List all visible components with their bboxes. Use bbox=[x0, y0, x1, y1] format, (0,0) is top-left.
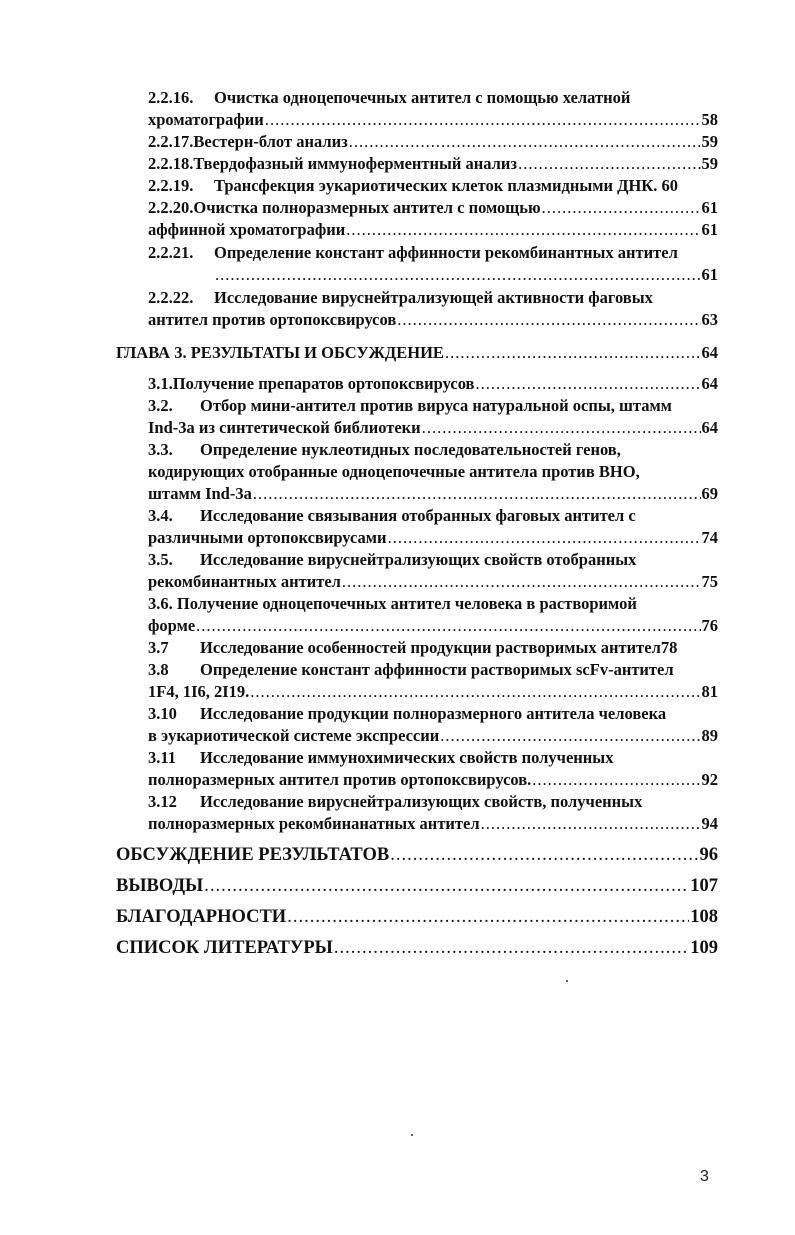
toc-line bbox=[148, 768, 718, 792]
toc-line bbox=[148, 636, 723, 660]
section-number: 2.2.16. bbox=[148, 88, 194, 107]
page-ref: 92 bbox=[701, 770, 718, 789]
page-ref: 74 bbox=[701, 528, 718, 547]
section-number: 3.11 bbox=[148, 748, 176, 767]
section-number: 2.2.18. bbox=[148, 154, 194, 173]
toc-line bbox=[148, 416, 718, 440]
section-number: 3.4. bbox=[148, 506, 173, 525]
section-title: хроматографии bbox=[148, 110, 264, 129]
toc-line bbox=[148, 286, 718, 310]
section-number: 3.3. bbox=[148, 440, 173, 459]
section-title: 1F4, 1I6, 2I19. bbox=[148, 682, 250, 701]
section-title: штамм Ind-3a bbox=[148, 484, 252, 503]
section-title: Исследование вируснейтрализующих свойств, полученных bbox=[200, 792, 643, 811]
page-number: 3 bbox=[700, 1168, 709, 1185]
section-title: полноразмерных рекомбинанатных антител bbox=[148, 814, 480, 833]
toc-line bbox=[148, 812, 718, 836]
toc-line bbox=[116, 936, 718, 960]
section-number: 3.1. bbox=[148, 374, 173, 393]
section-title: рекомбинантных антител bbox=[148, 572, 341, 591]
toc-line bbox=[214, 263, 718, 287]
section-number: 2.2.20. bbox=[148, 198, 194, 217]
toc-line bbox=[148, 152, 718, 176]
section-title: различными ортопоксвирусами bbox=[148, 528, 387, 547]
section-title: Исследование вируснейтрализующих свойств отобранных bbox=[200, 550, 637, 569]
section-title: Отбор мини-антител против вируса натуральной оспы, штамм bbox=[200, 396, 672, 415]
section-title: Исследование вируснейтрализующей активности фаговых bbox=[214, 288, 653, 307]
section-number: 3.10 bbox=[148, 704, 177, 723]
section-title: Очистка полноразмерных антител с помощью bbox=[193, 198, 541, 217]
toc-line bbox=[148, 218, 718, 242]
toc-line bbox=[148, 702, 723, 726]
section-number: 2.2.22. bbox=[148, 288, 194, 307]
page-ref: 64 bbox=[701, 418, 718, 437]
page-ref: 63 bbox=[701, 310, 718, 329]
section-number: 3.2. bbox=[148, 396, 173, 415]
section-number: 2.2.17. bbox=[148, 132, 194, 151]
page-ref: 78 bbox=[660, 638, 678, 657]
page-ref: 61 bbox=[701, 265, 718, 284]
section-number: 2.2.19. bbox=[148, 176, 194, 195]
section-title: Исследование связывания отобранных фаговых антител с bbox=[200, 506, 636, 525]
page-ref: 107 bbox=[690, 876, 718, 896]
toc-line bbox=[148, 680, 718, 704]
section-title: Определение нуклеотидных последовательностей генов, bbox=[200, 440, 621, 459]
chapter-title: ОБСУЖДЕНИЕ РЕЗУЛЬТАТОВ bbox=[116, 845, 390, 865]
chapter-title: ГЛАВА 3. РЕЗУЛЬТАТЫ И ОБСУЖДЕНИЕ bbox=[116, 343, 444, 362]
toc-line bbox=[116, 905, 718, 929]
toc-line bbox=[116, 341, 718, 365]
toc-line bbox=[148, 724, 718, 748]
toc-line bbox=[148, 526, 718, 550]
toc-line bbox=[148, 108, 718, 132]
section-number: 3.12 bbox=[148, 792, 177, 811]
page-ref: 89 bbox=[701, 726, 718, 745]
section-title: в эукариотической системе экспрессии bbox=[148, 726, 440, 745]
toc-line bbox=[148, 372, 718, 396]
section-number: 2.2.21. bbox=[148, 243, 194, 262]
page-ref: 61 bbox=[701, 220, 718, 239]
section-title: Определение констант аффинности рекомбинантных антител bbox=[214, 243, 678, 262]
chapter-title: БЛАГОДАРНОСТИ bbox=[116, 907, 287, 927]
section-title: 3.6. Получение одноцепочечных антител человека в растворимой bbox=[148, 594, 637, 613]
section-title: Твердофазный иммуноферментный анализ bbox=[193, 154, 518, 173]
section-title: кодирующих отобранные одноцепочечные антитела против ВНО, bbox=[148, 462, 640, 481]
section-title: форме bbox=[148, 616, 196, 635]
toc-line bbox=[148, 86, 718, 110]
toc-line bbox=[148, 130, 718, 154]
page-ref: 59 bbox=[701, 154, 718, 173]
page-ref: 64 bbox=[701, 343, 718, 362]
section-title: Исследование особенностей продукции растворимых антител bbox=[200, 638, 661, 657]
page-ref: 81 bbox=[701, 682, 718, 701]
page-ref: 60 bbox=[661, 176, 679, 195]
section-title: полноразмерных антител против ортопоксвирусов. bbox=[148, 770, 532, 789]
section-title: аффинной хроматографии bbox=[148, 220, 346, 239]
section-title: Определение констант аффинности растворимых scFv-антител bbox=[200, 660, 674, 679]
page-ref: 61 bbox=[701, 198, 718, 217]
toc-line bbox=[148, 592, 718, 616]
page-ref: 75 bbox=[701, 572, 718, 591]
toc-line bbox=[148, 614, 718, 638]
chapter-title: ВЫВОДЫ bbox=[116, 876, 204, 896]
section-title: Исследование иммунохимических свойств полученных bbox=[200, 748, 614, 767]
section-number: 3.8 bbox=[148, 660, 169, 679]
toc-line bbox=[148, 746, 718, 770]
page-ref: 69 bbox=[701, 484, 718, 503]
toc-line bbox=[148, 394, 718, 418]
section-title: Вестерн-блот анализ bbox=[193, 132, 348, 151]
section-number: 3.7 bbox=[148, 638, 169, 657]
scan-speck bbox=[411, 1134, 413, 1136]
toc-line bbox=[116, 843, 718, 867]
scan-speck bbox=[566, 980, 568, 982]
section-title: Трансфекция эукариотических клеток плазмидными ДНК. bbox=[214, 176, 658, 195]
section-title: Получение препаратов ортопоксвирусов bbox=[172, 374, 475, 393]
page-ref: 58 bbox=[701, 110, 718, 129]
toc-line bbox=[148, 196, 718, 220]
page-ref: 64 bbox=[701, 374, 718, 393]
section-title: Ind-3a из синтетической библиотеки bbox=[148, 418, 421, 437]
section-number: 3.5. bbox=[148, 550, 173, 569]
toc-line bbox=[148, 241, 723, 265]
toc-line bbox=[148, 308, 718, 332]
toc-line bbox=[148, 482, 718, 506]
page-ref: 94 bbox=[701, 814, 718, 833]
toc-line bbox=[116, 874, 718, 898]
toc-line bbox=[148, 658, 723, 682]
toc-line bbox=[148, 438, 718, 462]
toc-line bbox=[148, 174, 723, 198]
toc-line bbox=[148, 790, 718, 814]
page-ref: 76 bbox=[701, 616, 718, 635]
toc-line bbox=[148, 548, 718, 572]
page-ref: 96 bbox=[699, 845, 718, 865]
section-title: Исследование продукции полноразмерного антитела человека bbox=[200, 704, 667, 723]
section-title: антител против ортопоксвирусов bbox=[148, 310, 397, 329]
toc-line bbox=[148, 570, 718, 594]
chapter-title: СПИСОК ЛИТЕРАТУРЫ bbox=[116, 938, 333, 958]
toc-line bbox=[148, 460, 718, 484]
toc-line bbox=[148, 504, 718, 528]
page-ref: 109 bbox=[690, 938, 718, 958]
page-ref: 59 bbox=[701, 132, 718, 151]
section-title: Очистка одноцепочечных антител с помощью хелатной bbox=[214, 88, 631, 107]
page-ref: 108 bbox=[690, 907, 718, 927]
